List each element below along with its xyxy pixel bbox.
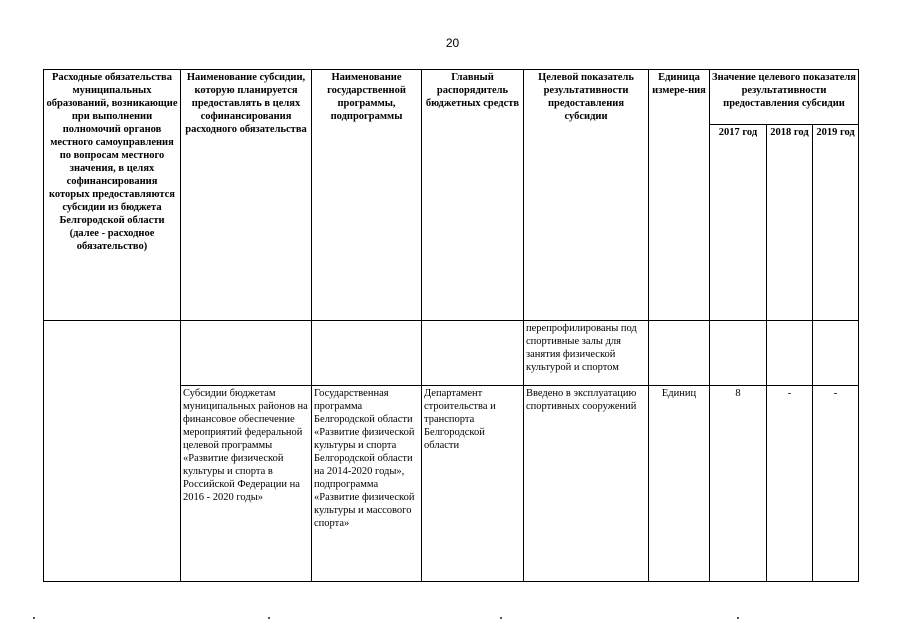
value-2018-cell: -: [767, 386, 813, 582]
header-subsidy-name: Наименование субсидии, которую планируется предоставлять в целях софинансирования расходного обязательства: [181, 70, 312, 321]
header-target-value: Значение целевого показателя результативности предоставления субсидии: [710, 70, 859, 125]
distributor-cell: [422, 321, 524, 386]
header-year-2018: 2018 год: [767, 125, 813, 321]
header-row: [44, 70, 859, 125]
indicator-cell: Введено в эксплуатацию спортивных сооружений: [524, 386, 649, 582]
header-obligations: Расходные обязательства муниципальных образований, возникающие при выполнении полномочий органов местного самоуправления по вопросам местного значения, в целях софинансирования которых предоставляются субсидии из бюджета Белгородской области (далее - расходное обязательство): [44, 70, 181, 321]
value-2018-cell: [767, 321, 813, 386]
scan-speck: [737, 617, 739, 619]
value-2019-cell: -: [813, 386, 859, 582]
obligation-cell: [44, 321, 181, 582]
unit-cell: [649, 321, 710, 386]
scan-speck: [33, 617, 35, 619]
value-2017-cell: [710, 321, 767, 386]
header-year-2017: 2017 год: [710, 125, 767, 321]
header-distributor: Главный распорядитель бюджетных средств: [422, 70, 524, 321]
program-cell: Государственная программа Белгородской области «Развитие физической культуры и спорта Белгородской области на 2014-2020 годы», подпрограмма «Развитие физической культуры и массового спорта»: [312, 386, 422, 582]
header-indicator: Целевой показатель результативности предоставления субсидии: [524, 70, 649, 321]
indicator-cell: перепрофилированы под спортивные залы для занятия физической культурой и спортом: [524, 321, 649, 386]
page-number: 20: [445, 36, 460, 50]
subsidy-table: [43, 69, 859, 582]
table-row: [44, 321, 859, 386]
distributor-cell: Департамент строительства и транспорта Белгородской области: [422, 386, 524, 582]
value-2017-cell: 8: [710, 386, 767, 582]
subsidy-cell: Субсидии бюджетам муниципальных районов на финансовое обеспечение мероприятий федеральной целевой программы «Развитие физической культуры и спорта в Российской Федерации на 2016 - 2020 годы»: [181, 386, 312, 582]
scan-specks: [0, 617, 905, 623]
subsidy-cell: [181, 321, 312, 386]
header-year-2019: 2019 год: [813, 125, 859, 321]
scan-speck: [500, 617, 502, 619]
header-program: Наименование государственной программы, подпрограммы: [312, 70, 422, 321]
header-unit: Единица измере-ния: [649, 70, 710, 321]
value-2019-cell: [813, 321, 859, 386]
program-cell: [312, 321, 422, 386]
scan-speck: [268, 617, 270, 619]
unit-cell: Единиц: [649, 386, 710, 582]
